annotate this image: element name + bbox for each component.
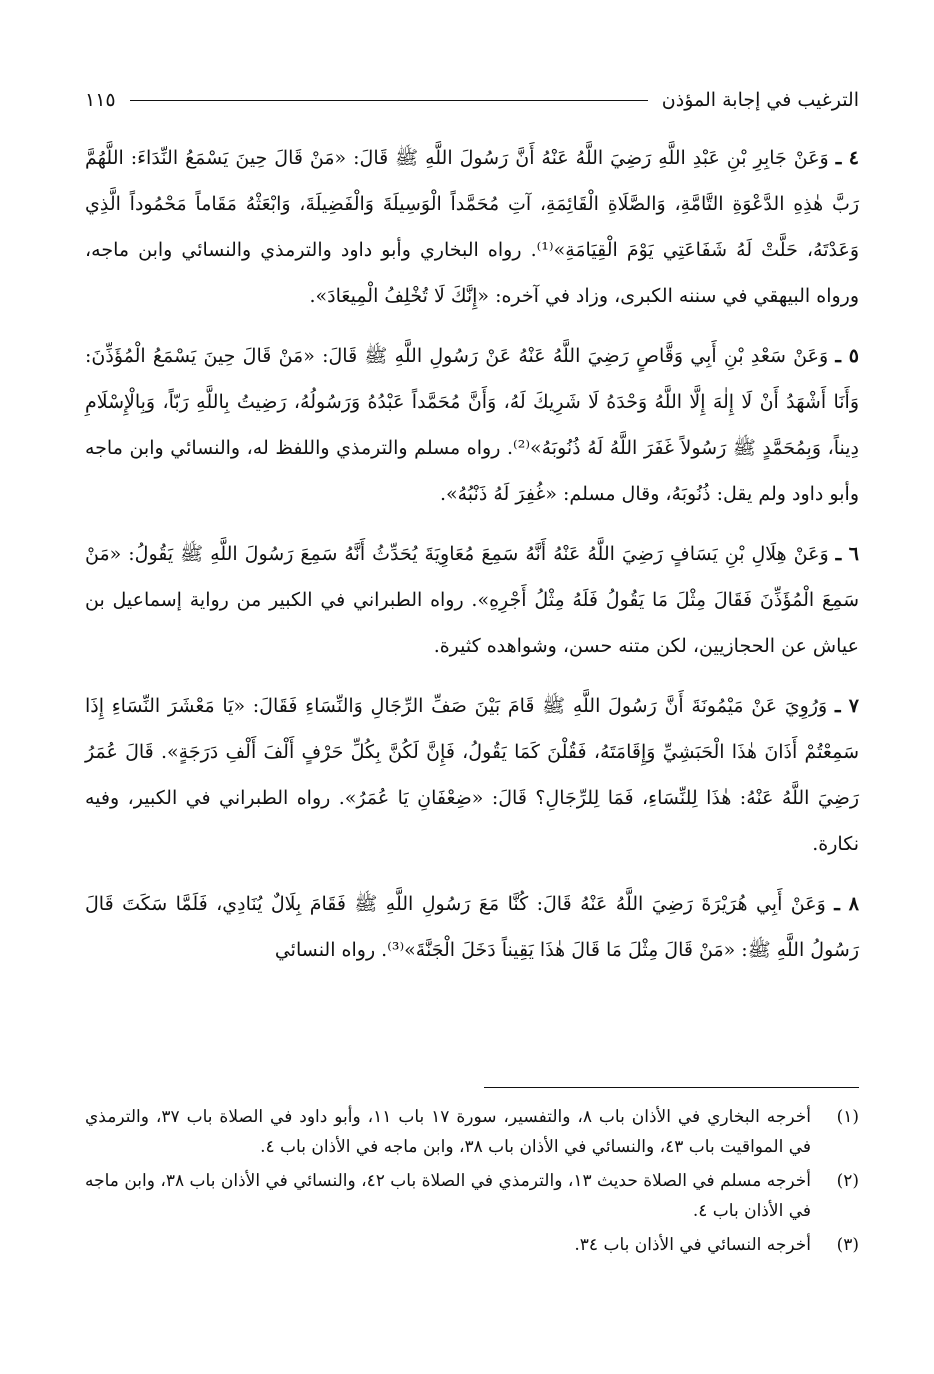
footnote	[85, 1230, 859, 1260]
hadith-paragraph	[85, 881, 859, 973]
footnote-text: أخرجه النسائي في الأذان باب ٣٤.	[574, 1235, 811, 1255]
main-text	[85, 135, 859, 987]
hadith-text: وَعَنْ هِلَالِ بْنِ يَسَافٍ رَضِيَ اللَّهُ عَنْهُ أَنَّهُ سَمِعَ مُعَاوِيَةَ يُحَدِّثُ أَنَّهُ سَمِعَ رَسُولَ اللَّهِ ﷺ يَقُولُ: «مَنْ سَمِعَ الْمُؤَذِّنَ فَقَالَ مِثْلَ مَا يَقُولُ فَلَهُ مِثْلُ أَجْرِهِ». رواه الطبراني في الكبير من رواية إسماعيل بن عياش عن الحجازيين، لكن متنه حسن، وشواهده كثيرة.	[85, 543, 859, 657]
hadith-number: ٥ ـ	[835, 345, 860, 367]
footnote-marker: (١)	[836, 1107, 859, 1127]
footnote-separator	[484, 1087, 859, 1088]
running-header	[85, 82, 859, 118]
hadith-text: وَعَنْ جَابِرِ بْنِ عَبْدِ اللَّهِ رَضِيَ اللَّهُ عَنْهُ أَنَّ رَسُولَ اللَّهِ ﷺ قَالَ: «مَنْ قَالَ حِينَ يَسْمَعُ النِّدَاءَ: اللَّهُمَّ رَبَّ هٰذِهِ الدَّعْوَةِ التَّامَّةِ، وَالصَّلَاةِ الْقَائِمَةِ، آتِ مُحَمَّداً الْوَسِيلَةَ وَالْفَضِيلَةَ، وَابْعَثْهُ مَقَاماً مَحْمُوداً الَّذِي وَعَدْتَهُ، حَلَّتْ لَهُ شَفَاعَتِي يَوْمَ الْقِيَامَةِ»⁽¹⁾. رواه البخاري وأبو داود والترمذي والنسائي وابن ماجه، ورواه البيهقي في سننه الكبرى، وزاد في آخره: «إِنَّكَ لَا تُخْلِفُ الْمِيعَادَ».	[85, 147, 859, 307]
hadith-number: ٨ ـ	[834, 893, 860, 915]
footnote	[85, 1166, 859, 1226]
footnote	[85, 1102, 859, 1162]
hadith-number: ٦ ـ	[835, 543, 859, 565]
hadith-text: وَرُوِيَ عَنْ مَيْمُونَةَ أَنَّ رَسُولَ اللَّهِ ﷺ قَامَ بَيْنَ صَفِّ الرِّجَالِ وَالنِّسَاءِ فَقَالَ: «يَا مَعْشَرَ النِّسَاءِ إِذَا سَمِعْتُمْ أَذَانَ هٰذَا الْحَبَشِيِّ وَإِقَامَتَهُ، فَقُلْنَ كَمَا يَقُولُ، فَإِنَّ لَكُنَّ بِكُلِّ حَرْفٍ أَلْفَ أَلْفِ دَرَجَةٍ». قَالَ عُمَرُ رَضِيَ اللَّهُ عَنْهُ: هٰذَا لِلنِّسَاءِ، فَمَا لِلرِّجَالِ؟ قَالَ: «ضِعْفَانِ يَا عُمَرُ». رواه الطبراني في الكبير، وفيه نكارة.	[85, 695, 859, 855]
footnotes	[85, 1102, 859, 1264]
hadith-paragraph	[85, 135, 859, 319]
running-title: الترغيب في إجابة المؤذن	[661, 89, 859, 111]
hadith-text: وَعَنْ أَبِي هُرَيْرَةَ رَضِيَ اللَّهُ عَنْهُ قَالَ: كُنَّا مَعَ رَسُولِ اللَّهِ ﷺ فَقَامَ بِلَالٌ يُنَادِي، فَلَمَّا سَكَتَ قَالَ رَسُولُ اللَّهِ ﷺ: «مَنْ قَالَ مِثْلَ مَا قَالَ هٰذَا يَقِيناً دَخَلَ الْجَنَّةَ»⁽³⁾. رواه النسائي	[85, 893, 859, 961]
hadith-text: وَعَنْ سَعْدِ بْنِ أَبِي وَقَّاصٍ رَضِيَ اللَّهُ عَنْهُ عَنْ رَسُولِ اللَّهِ ﷺ قَالَ: «مَنْ قَالَ حِينَ يَسْمَعُ الْمُؤَذِّنَ: وَأَنَا أَشْهَدُ أَنْ لَا إِلٰهَ إِلَّا اللَّهُ وَحْدَهُ لَا شَرِيكَ لَهُ، وَأَنَّ مُحَمَّداً عَبْدُهُ وَرَسُولُهُ، رَضِيتُ بِاللَّهِ رَبّاً، وَبِالْإِسْلَامِ دِيناً، وَبِمُحَمَّدٍ ﷺ رَسُولاً غَفَرَ اللَّهُ لَهُ ذُنُوبَهُ»⁽²⁾. رواه مسلم والترمذي واللفظ له، والنسائي وابن ماجه وأبو داود ولم يقل: ذُنُوبَهُ، وقال مسلم: «غُفِرَ لَهُ ذَنْبُهُ».	[85, 345, 859, 505]
hadith-paragraph	[85, 683, 859, 867]
hadith-paragraph	[85, 531, 859, 669]
book-page	[85, 0, 859, 1374]
footnote-text: أخرجه مسلم في الصلاة حديث ١٣، والترمذي في الصلاة باب ٤٢، والنسائي في الأذان باب ٣٨، وابن ماجه في الأذان باب ٤.	[85, 1171, 811, 1221]
footnote-marker: (٢)	[836, 1171, 859, 1191]
page-number: ١١٥	[85, 89, 116, 111]
header-rule	[130, 100, 648, 101]
footnote-text: أخرجه البخاري في الأذان باب ٨، والتفسير، سورة ١٧ باب ١١، وأبو داود في الصلاة باب ٣٧، والترمذي في المواقيت باب ٤٣، والنسائي في الأذان باب ٣٨، وابن ماجه في الأذان باب ٤.	[85, 1107, 811, 1157]
hadith-number: ٧ ـ	[834, 695, 860, 717]
hadith-number: ٤ ـ	[835, 147, 860, 169]
footnote-marker: (٣)	[836, 1235, 859, 1255]
hadith-paragraph	[85, 333, 859, 517]
